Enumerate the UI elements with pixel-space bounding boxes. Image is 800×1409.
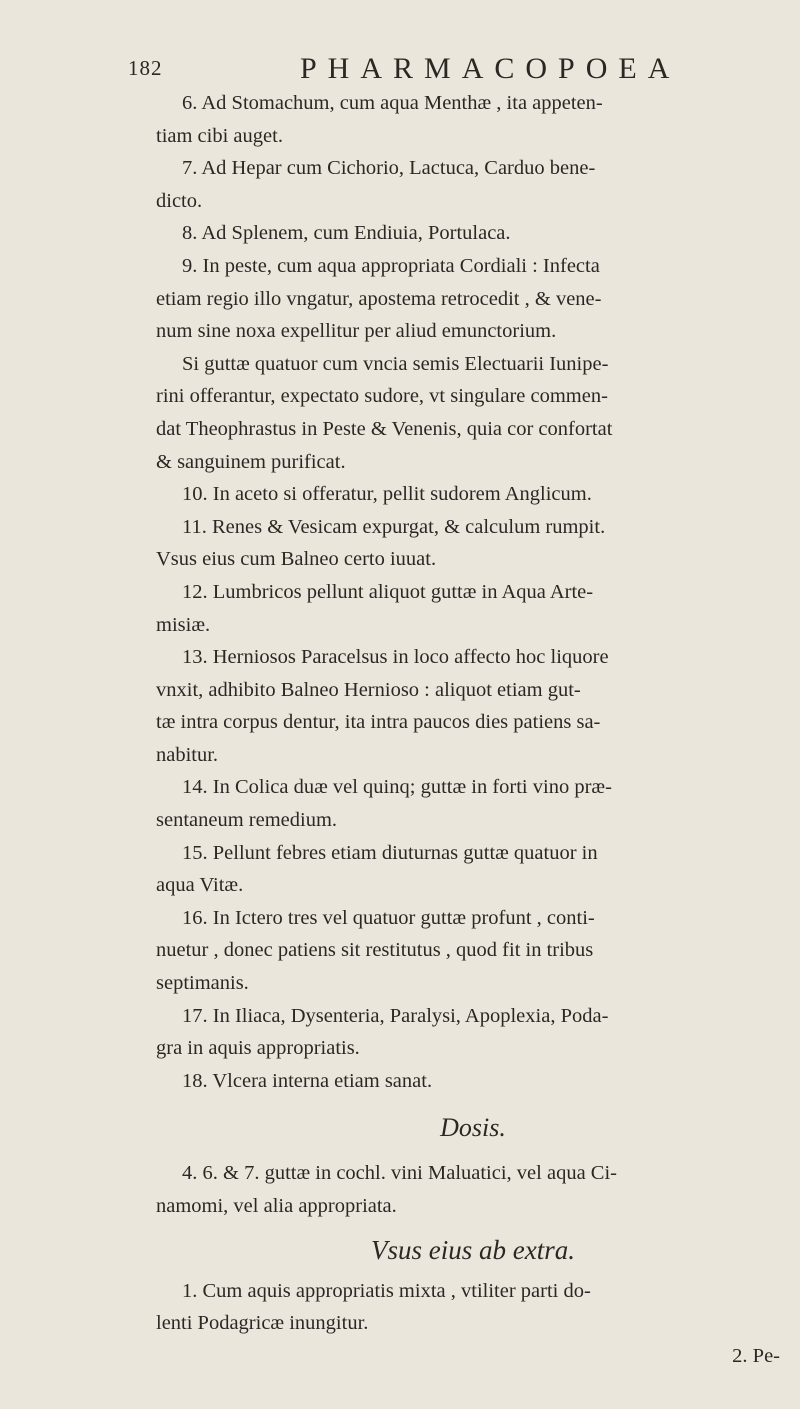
text-line: sentaneum remedium.: [156, 809, 338, 832]
text-line: Vsus eius cum Balneo certo iuuat.: [156, 548, 437, 571]
dosis-heading: Dosis.: [440, 1113, 506, 1143]
text-line: 1. Cum aquis appropriatis mixta , vtiliter parti do-: [182, 1279, 591, 1302]
text-line: rini offerantur, expectato sudore, vt singulare commen-: [156, 385, 608, 408]
paragraph: [156, 1157, 790, 1222]
text-line: Si guttæ quatuor cum vncia semis Electuarii Iunipe-: [182, 352, 609, 375]
text-line: nuetur , donec patiens sit restitutus , quod fit in tribus: [156, 939, 594, 962]
text-line: num sine noxa expellitur per aliud emunctorium.: [156, 320, 557, 343]
text-line: 4. 6. & 7. guttæ in cochl. vini Maluatici, vel aqua Ci-: [182, 1162, 617, 1185]
text-line: namomi, vel alia appropriata.: [156, 1195, 397, 1217]
paragraph: [156, 478, 790, 511]
paragraph: [156, 771, 790, 836]
text-line: tæ intra corpus dentur, ita intra paucos dies patiens sa-: [156, 711, 601, 734]
text-line: 8. Ad Splenem, cum Endiuia, Portulaca.: [182, 222, 511, 245]
page-body: [156, 87, 790, 1372]
text-line: septimanis.: [156, 972, 249, 995]
remedy-list: [156, 87, 790, 1097]
text-line: 13. Herniosos Paracelsus in loco affecto hoc liquore: [182, 646, 609, 669]
text-line: vnxit, adhibito Balneo Hernioso : aliquot etiam gut-: [156, 678, 581, 701]
text-line: 7. Ad Hepar cum Cichorio, Lactuca, Carduo bene-: [182, 157, 596, 180]
text-line: tiam cibi auget.: [156, 124, 283, 147]
paragraph: [156, 576, 790, 641]
text-line: 9. In peste, cum aqua appropriata Cordiali : Infecta: [182, 254, 600, 277]
paragraph: [156, 511, 790, 576]
usus-paragraph: [156, 1275, 790, 1340]
text-line: 12. Lumbricos pellunt aliquot guttæ in Aqua Arte-: [182, 580, 594, 603]
text-line: aqua Vitæ.: [156, 874, 244, 897]
paragraph: [156, 902, 790, 1000]
paragraph: [156, 348, 790, 478]
text-line: 16. In Ictero tres vel quatuor guttæ profunt , conti-: [182, 906, 595, 929]
paragraph: [156, 250, 790, 348]
paragraph: [156, 641, 790, 771]
text-line: gra in aquis appropriatis.: [156, 1037, 360, 1060]
dosis-paragraph: [156, 1157, 790, 1222]
page-header: [128, 52, 788, 92]
text-line: 18. Vlcera interna etiam sanat.: [182, 1069, 433, 1092]
page-number: 182: [128, 56, 163, 80]
catchword: 2. Pe-: [732, 1344, 780, 1367]
text-line: 10. In aceto si offeratur, pellit sudorem Anglicum.: [182, 483, 592, 506]
paragraph: [156, 837, 790, 902]
text-line: etiam regio illo vngatur, apostema retrocedit , & vene-: [156, 287, 602, 310]
text-line: misiæ.: [156, 613, 211, 636]
paragraph: [156, 1275, 790, 1340]
usus-heading: Vsus eius ab extra.: [371, 1234, 575, 1265]
text-line: 14. In Colica duæ vel quinq; guttæ in forti vino præ-: [182, 776, 612, 799]
paragraph: [156, 152, 790, 217]
running-title: PHARMACOPOEA: [300, 52, 681, 85]
text-line: 6. Ad Stomachum, cum aqua Menthæ , ita appeten-: [182, 92, 603, 114]
text-line: dicto.: [156, 189, 203, 212]
text-line: & sanguinem purificat.: [156, 450, 346, 473]
text-line: nabitur.: [156, 743, 219, 766]
text-line: lenti Podagricæ inungitur.: [156, 1312, 369, 1335]
paragraph: [156, 87, 790, 152]
text-line: dat Theophrastus in Peste & Venenis, quia cor confortat: [156, 417, 613, 440]
text-line: 17. In Iliaca, Dysenteria, Paralysi, Apoplexia, Poda-: [182, 1004, 609, 1027]
text-line: 11. Renes & Vesicam expurgat, & calculum rumpit.: [182, 515, 606, 538]
paragraph: [156, 1000, 790, 1065]
paragraph: [156, 217, 790, 250]
paragraph: [156, 1065, 790, 1098]
text-line: 15. Pellunt febres etiam diuturnas guttæ quatuor in: [182, 841, 598, 864]
